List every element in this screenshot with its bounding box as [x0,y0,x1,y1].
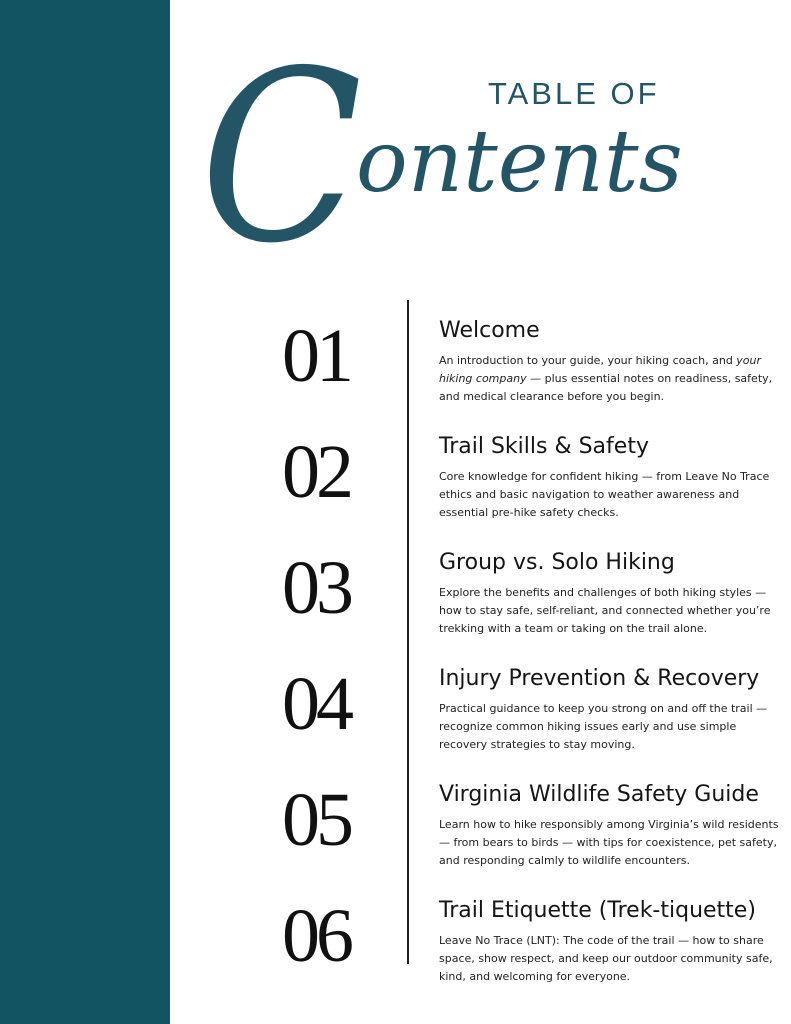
entry-title[interactable]: Trail Etiquette (Trek-tiquette) [439,898,756,923]
entry-description: Leave No Trace (LNT): The code of the trail — how to share space, show respect, and keep our outdoor community safe, kind, and welcoming for everyone. [439,934,773,983]
page-header [0,0,791,295]
entry-description: Core knowledge for confident hiking — from Leave No Trace ethics and basic navigation to weather awareness and essential pre-hike safety checks. [439,470,770,519]
entry-number: 04 [282,662,350,746]
entry-number: 06 [282,894,350,978]
toc-entry-01[interactable] [0,316,791,432]
entry-description-text: An introduction to your guide, your hiking coach, and [439,354,737,367]
title-subtitle: TABLE OF [488,76,660,111]
entry-number: 01 [282,314,350,398]
entry-number: 02 [282,430,350,514]
entry-number: 05 [282,778,350,862]
entry-description-emphasis: your hiking company [439,354,762,385]
entry-title[interactable]: Injury Prevention & Recovery [439,666,760,691]
entry-description [439,352,779,406]
entry-description: Practical guidance to keep you strong on and off the trail — recognize common hiking issues early and use simple recovery strategies to stay moving. [439,702,768,751]
title-initial-letter: C [200,20,363,295]
entry-title[interactable]: Group vs. Solo Hiking [439,550,675,575]
entry-title[interactable]: Welcome [439,318,540,343]
title-script-word: ontents [356,112,683,212]
entry-title[interactable]: Virginia Wildlife Safety Guide [439,782,759,807]
entry-number: 03 [282,546,350,630]
entry-description: Explore the benefits and challenges of both hiking styles — how to stay safe, self-reliant, and connected whether you’re trekking with a team or taking on the trail alone. [439,586,771,635]
toc-entry-04[interactable] [0,664,791,780]
toc-entry-06[interactable] [0,896,791,1012]
toc-entry-02[interactable] [0,432,791,548]
entry-title[interactable]: Trail Skills & Safety [439,434,649,459]
toc-entry-03[interactable] [0,548,791,664]
entry-description-text: — plus essential notes on readiness, safety, and medical clearance before you begin. [439,372,773,403]
toc-entry-05[interactable] [0,780,791,896]
entry-description: Learn how to hike responsibly among Virginia’s wild residents — from bears to birds — with tips for coexistence, pet safety, and responding calmly to wildlife encounters. [439,818,779,867]
